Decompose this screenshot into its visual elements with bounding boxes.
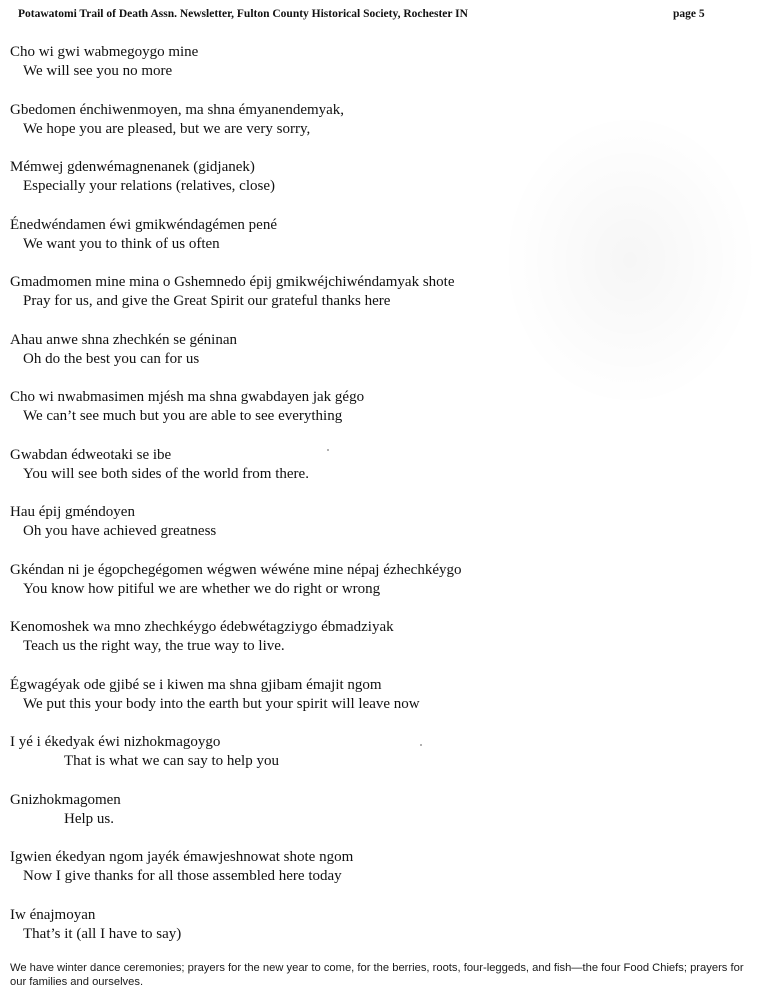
verse [10, 158, 755, 216]
prayer-verses [10, 43, 755, 963]
potawatomi-line: Ahau anwe shna zhechkén se géninan [10, 331, 237, 348]
english-translation: We will see you no more [23, 63, 173, 79]
english-translation: You know how pitiful we are whether we do right or wrong [23, 580, 381, 597]
potawatomi-line: Igwien ékedyan ngom jayék émawjeshnowat shote ngom [10, 849, 354, 865]
english-translation: That’s it (all I have to say) [23, 925, 182, 942]
verse [10, 101, 755, 159]
verse [10, 848, 755, 906]
verse [10, 446, 755, 504]
potawatomi-line: Gwabdan édweotaki se ibe [10, 446, 172, 463]
english-translation: Now I give thanks for all those assembled here today [23, 868, 342, 884]
english-translation: We hope you are pleased, but we are very sorry, [23, 120, 311, 137]
english-translation: That is what we can say to help you [64, 753, 279, 769]
potawatomi-line: Cho wi gwi wabmegoygo mine [10, 44, 199, 60]
english-translation: Oh you have achieved greatness [23, 523, 217, 539]
english-translation: Teach us the right way, the true way to live. [23, 638, 285, 654]
verse [10, 733, 755, 791]
potawatomi-line: Égwagéyak ode gjibé se i kiwen ma shna gjibam émajit ngom [10, 676, 382, 693]
potawatomi-line: Kenomoshek wa mno zhechkéygo édebwétagziygo ébmadziyak [10, 619, 394, 635]
english-translation: Oh do the best you can for us [23, 350, 200, 367]
english-translation: We can’t see much but you are able to see everything [23, 408, 343, 424]
verse [10, 791, 755, 849]
verse [10, 561, 755, 619]
potawatomi-line: Énedwéndamen éwi gmikwéndagémen pené [10, 216, 277, 233]
potawatomi-line: Iw énajmoyan [10, 906, 96, 923]
potawatomi-line: Hau épij gméndoyen [10, 504, 135, 520]
newsletter-header [18, 8, 742, 24]
verse [10, 43, 755, 101]
english-translation: You will see both sides of the world from there. [23, 465, 309, 482]
potawatomi-line: Gnizhokmagomen [10, 791, 121, 808]
english-translation: Help us. [64, 810, 114, 827]
english-translation: We want you to think of us often [23, 235, 220, 252]
english-translation: Pray for us, and give the Great Spirit our grateful thanks here [23, 293, 391, 309]
verse [10, 906, 755, 964]
potawatomi-line: Mémwej gdenwémagnenanek (gidjanek) [10, 159, 255, 175]
potawatomi-line: Cho wi nwabmasimen mjésh ma shna gwabdayen jak gégo [10, 389, 365, 405]
potawatomi-line: Gmadmomen mine mina o Gshemnedo épij gmikwéjchiwéndamyak shote [10, 274, 455, 290]
verse [10, 273, 755, 331]
potawatomi-line: I yé i ékedyak éwi nizhokmagoygo [10, 734, 221, 750]
ceremonies-note: We have winter dance ceremonies; prayers for the new year to come, for the berries, roots, four-leggeds, and fish—the four Food Chiefs; prayers for our families and ourselves. [10, 962, 744, 988]
newsletter-title: Potawatomi Trail of Death Assn. Newsletter, Fulton County Historical Society, Rochester IN [18, 8, 468, 20]
verse [10, 618, 755, 676]
verse [10, 503, 755, 561]
verse [10, 331, 755, 389]
verse [10, 216, 755, 274]
page-number: page 5 [673, 8, 705, 20]
potawatomi-line: Gbedomen énchiwenmoyen, ma shna émyanendemyak, [10, 101, 345, 118]
potawatomi-line: Gkéndan ni je égopchegégomen wégwen wéwéne mine népaj ézhechkéygo [10, 561, 462, 578]
verse [10, 388, 755, 446]
english-translation: Especially your relations (relatives, close) [23, 178, 275, 194]
verse [10, 676, 755, 734]
english-translation: We put this your body into the earth but your spirit will leave now [23, 695, 420, 712]
